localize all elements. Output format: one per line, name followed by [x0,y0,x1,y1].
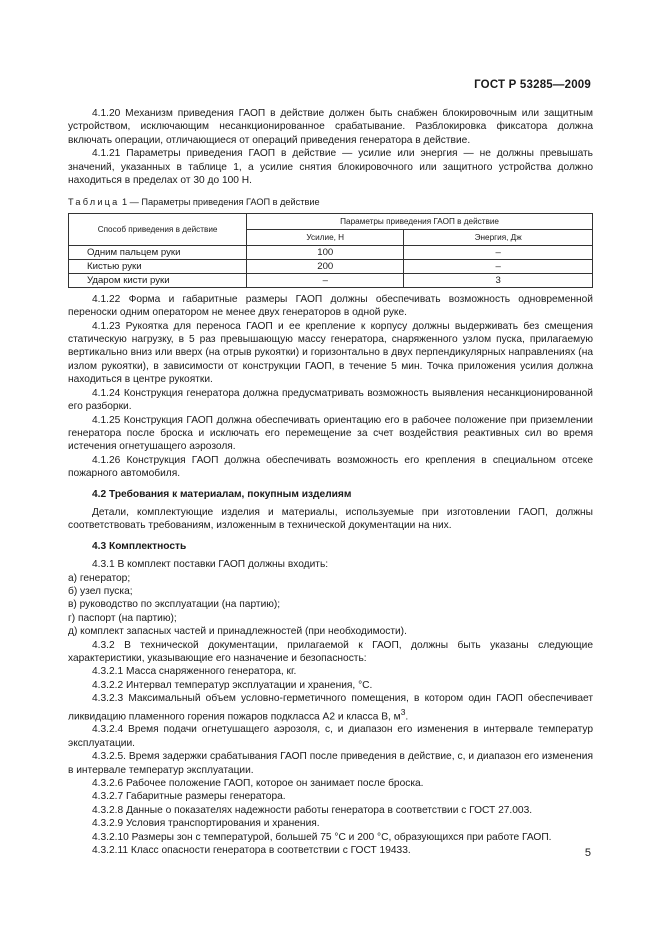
paragraph-4-3-2-10: 4.3.2.10 Размеры зон с температурой, большей 75 °С и 200 °С, образующихся при работе ГАОП. [92,831,552,843]
list-item: б) узел пуска; [68,585,133,597]
cell-method: Одним пальцем руки [69,245,247,259]
paragraph-4-3-2: 4.3.2 В технической документации, прилагаемой к ГАОП, должны быть указаны следующие характеристики, указывающие его назначение и безопасность: [68,639,593,664]
paragraph-4-3-2-11: 4.3.2.11 Класс опасности генератора в соответствии с ГОСТ 19433. [92,845,411,857]
cell-method: Ударом кисти руки [69,273,247,287]
paragraph-4-3-2-6: 4.3.2.6 Рабочее положение ГАОП, которое он занимает после броска. [92,778,424,790]
cell-energy: – [404,259,593,273]
paragraph-4-3-2-8: 4.3.2.8 Данные о показателях надежности работы генератора в соответствии с ГОСТ 27.003. [92,804,533,816]
cell-energy: – [404,245,593,259]
col-method: Способ приведения в действие [69,213,247,245]
paragraph-4-1-21: 4.1.21 Параметры приведения ГАОП в действие — усилие или энергия — не должны превышать значений, указанных в таблице 1, а усилие снятия блокировочного или защитного устройства должно находиться в пределах от 30 до 100 Н. [68,148,593,187]
col-group: Параметры приведения ГАОП в действие [247,213,593,229]
paragraph-4-3-2-9: 4.3.2.9 Условия транспортирования и хранения. [92,818,320,830]
cubic-superscript: 3 [400,706,406,717]
table-caption-word: Таблица [68,197,120,208]
paragraph-4-1-24: 4.1.24 Конструкция генератора должна предусматривать возможность выявления несанкционированной его разборки. [68,387,593,413]
section-4-3-title: 4.3 Комплектность [92,540,187,552]
list-item: д) комплект запасных частей и принадлежностей (при необходимости). [68,626,407,638]
paragraph-4-3-2-3 [68,692,593,723]
page-number: 5 [584,847,591,859]
paragraph-4-3-2-1: 4.3.2.1 Масса снаряженного генератора, кг. [92,666,297,678]
table-row [69,259,593,273]
table-caption [68,196,593,209]
paragraph-4-3-2-3-text: 4.3.2.3 Максимальный объем условно-герметичного помещения, в котором один ГАОП обеспечивает ликвидацию пламенного горения пожаров подкласса А2 и класса В, м [68,693,593,723]
paragraph-4-3-2-3-end: . [405,711,409,723]
paragraph-4-1-22: 4.1.22 Форма и габаритные размеры ГАОП должны обеспечивать возможность одновременной переноски одним оператором не менее двух генераторов в одной руке. [68,293,593,319]
paragraph-4-1-20: 4.1.20 Механизм приведения ГАОП в действие должен быть снабжен блокировочным или защитным устройством, исключающим несанкционированное срабатывание. Разблокировка фиксатора должна включать операции, отличающиеся от операций приведения генератора в действие. [68,108,593,146]
paragraph-4-3-2-2: 4.3.2.2 Интервал температур эксплуатации и хранения, °С. [92,679,373,691]
paragraph-4-3-2-7: 4.3.2.7 Габаритные размеры генератора. [92,791,286,803]
document-id: ГОСТ Р 53285—2009 [474,79,591,91]
paragraph-4-3-2-5: 4.3.2.5. Время задержки срабатывания ГАОП после приведения в действие, с, и диапазон его изменения в интервале температур эксплуатации. [68,751,593,776]
cell-method: Кистью руки [69,259,247,273]
col-energy: Энергия, Дж [404,229,593,245]
cell-force: – [247,273,404,287]
paragraph-4-1-26: 4.1.26 Конструкция ГАОП должна обеспечивать возможность его крепления в специальном отсеке пожарного автомобиля. [68,454,593,480]
list-item: а) генератор; [68,572,131,584]
paragraph-4-3-1: 4.3.1 В комплект поставки ГАОП должны входить: [92,559,329,571]
col-force: Усилие, Н [247,229,404,245]
paragraph-4-3-2-4: 4.3.2.4 Время подачи огнетушащего аэрозоля, с, и диапазон его изменения в интервале температур эксплуатации. [68,724,593,749]
list-item: в) руководство по эксплуатации (на партию); [68,599,281,611]
paragraph-4-2: Детали, комплектующие изделия и материалы, используемые при изготовлении ГАОП, должны соответствовать требованиям, изложенным в технической документации на них. [68,506,593,532]
cell-force: 200 [247,259,404,273]
paragraph-4-1-23: 4.1.23 Рукоятка для переноса ГАОП и ее крепление к корпусу должны выдерживать без смещения статическую нагрузку, в 5 раз превышающую массу генератора, снаряженного узлом пуска, прилагаемую вертикально вниз или вверх (на отрыв рукоятки) и горизонтально в двух перпендикулярных направлениях (на излом рукоятки), в зависимости от конструкции ГАОП, в течение 5 мин. Точка приложения усилия должна находиться в центре рукоятки. [68,320,593,386]
section-4-2-title: 4.2 Требования к материалам, покупным изделиям [92,488,352,500]
table-caption-text: 1 — Параметры приведения ГАОП в действие [122,197,320,208]
list-item: г) паспорт (на партию); [68,612,177,624]
table-row [69,273,593,287]
cell-energy: 3 [404,273,593,287]
paragraph-4-1-25: 4.1.25 Конструкция ГАОП должна обеспечивать ориентацию его в рабочее положение при приземлении генератора после броска и исключать его перемещение за счет воздействия реактивных сил во время истечения огнетушащего аэрозоля. [68,414,593,453]
table-row [69,245,593,259]
cell-force: 100 [247,245,404,259]
page-body [68,107,593,857]
parameters-table [68,213,593,288]
kit-list [68,572,593,639]
